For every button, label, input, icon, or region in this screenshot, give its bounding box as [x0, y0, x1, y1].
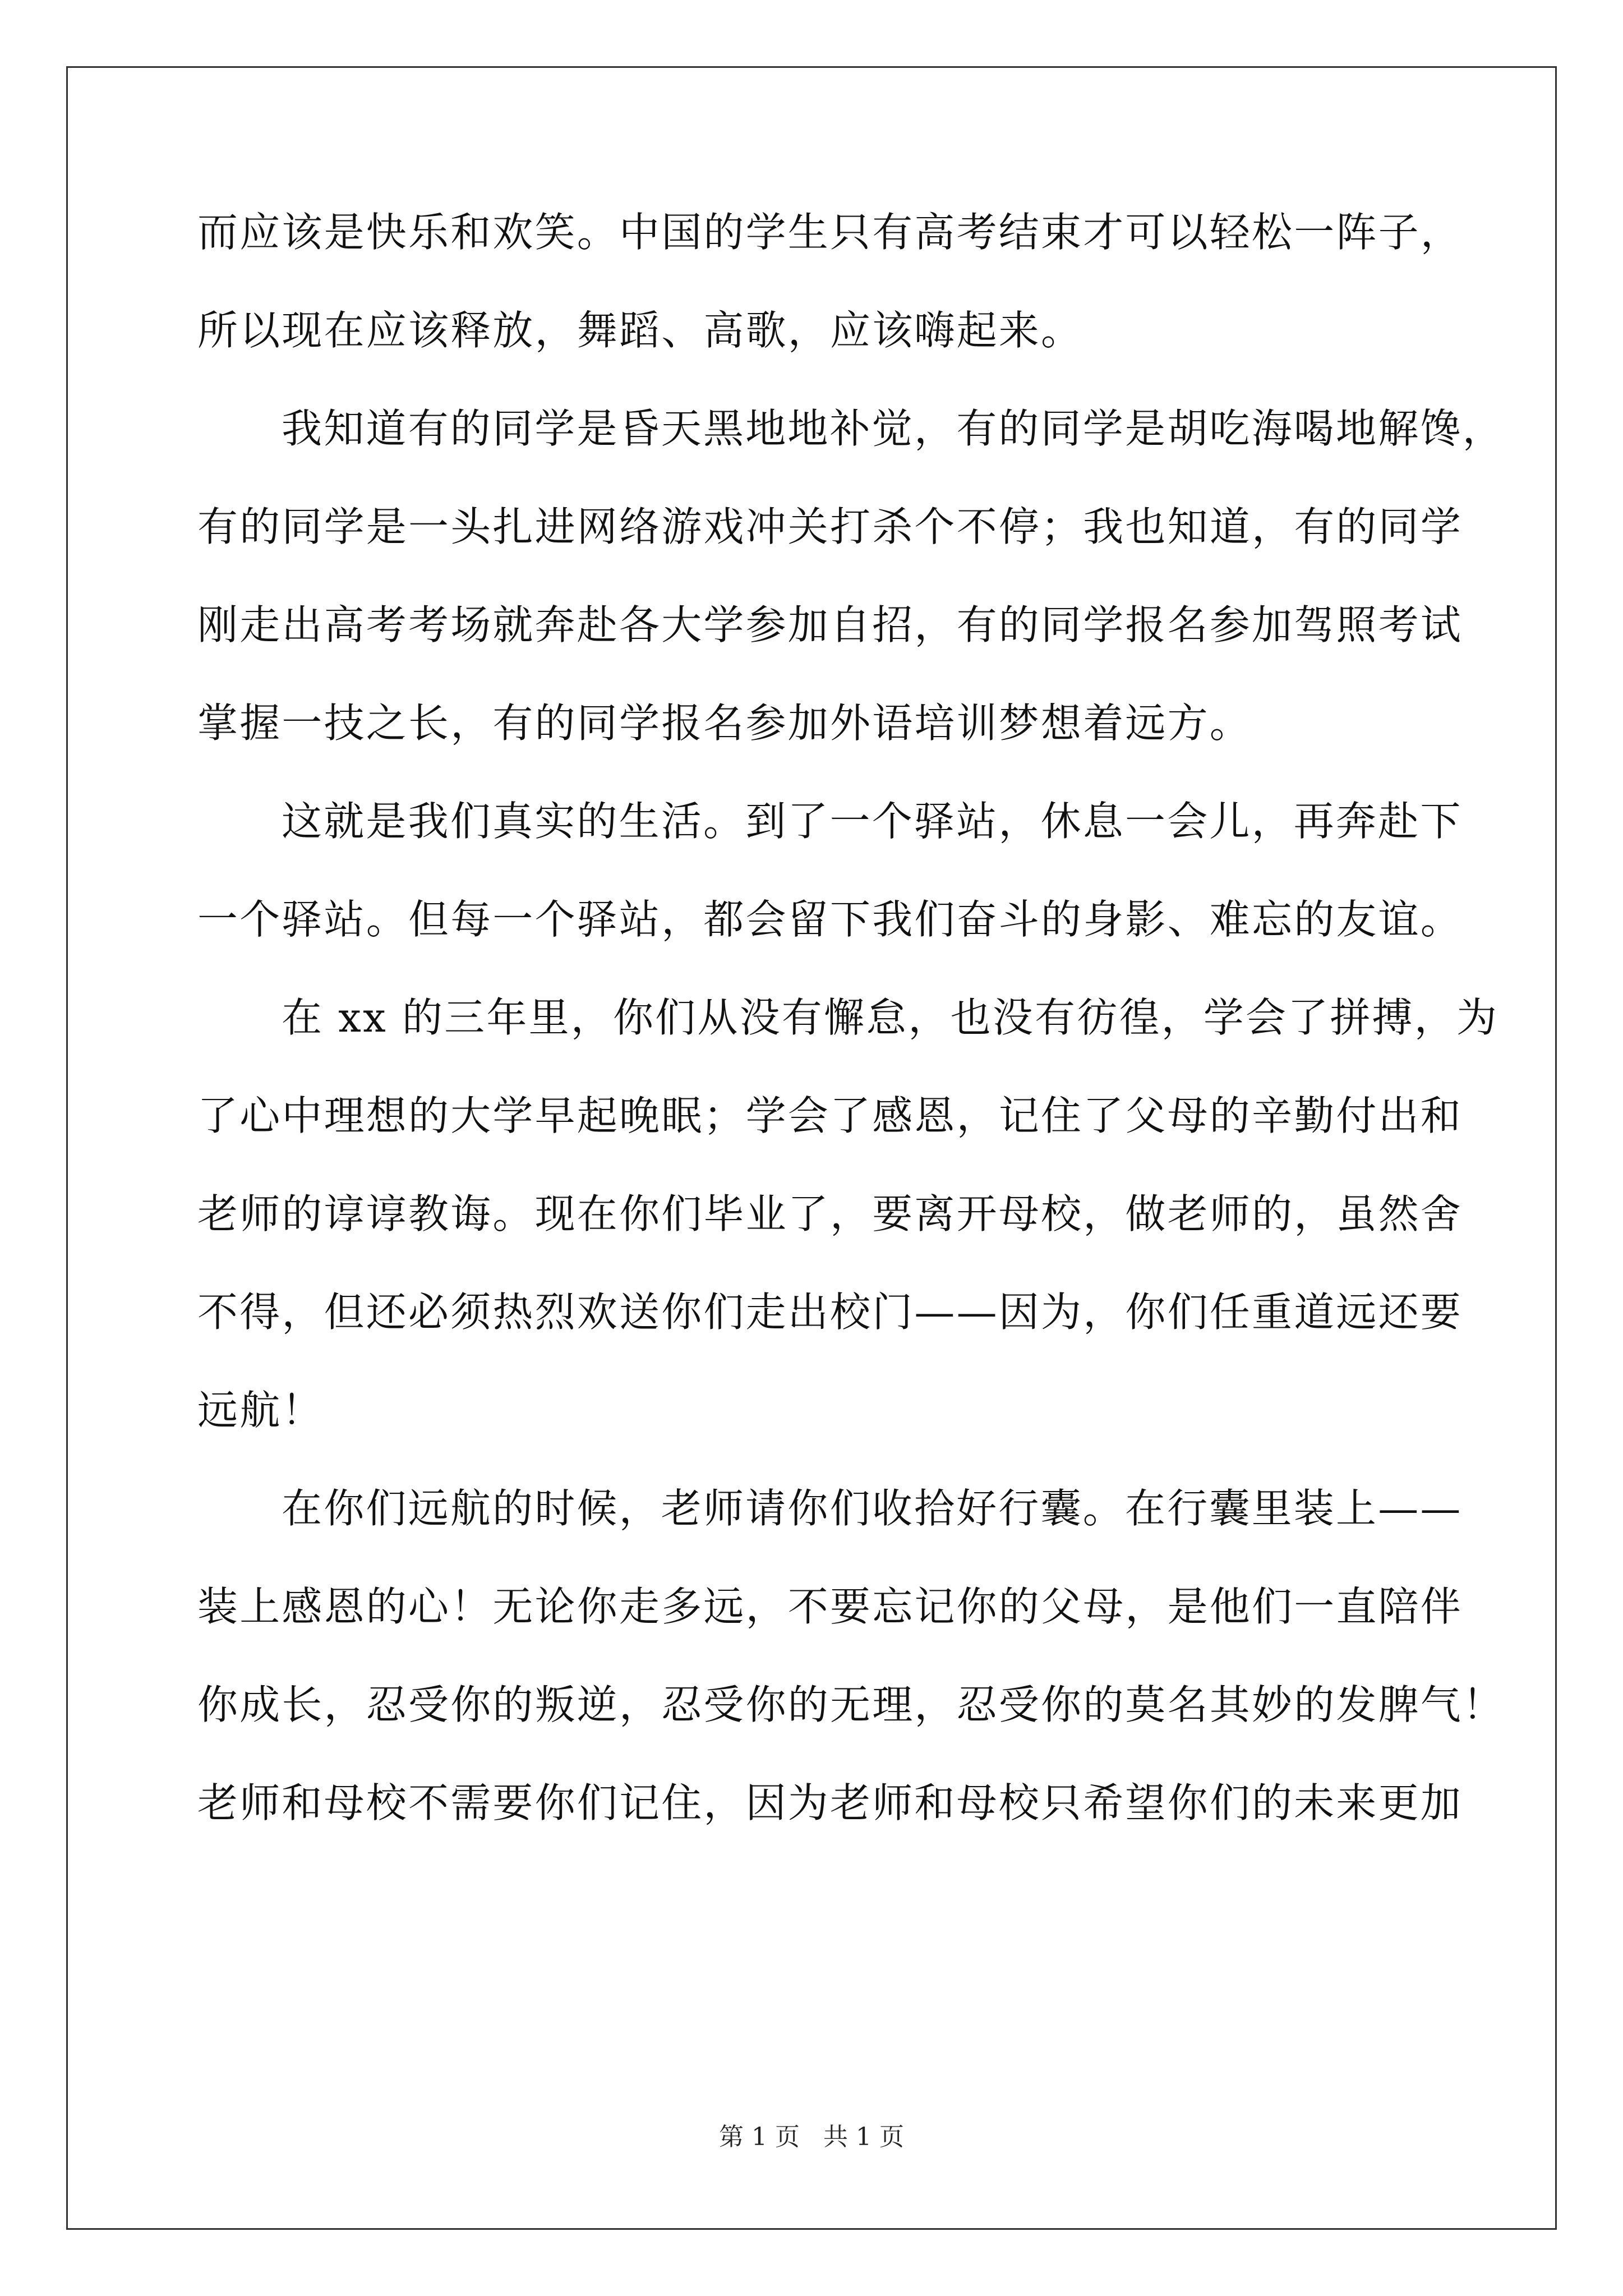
- text-line: 你成长，忍受你的叛逆，忍受你的无理，忍受你的莫名其妙的发脾气！: [197, 1681, 1505, 1728]
- page-footer: 第 1 页 共 1 页: [719, 2123, 904, 2151]
- text-line: 老师和母校不需要你们记住，因为老师和母校只希望你们的未来更加: [197, 1779, 1463, 1826]
- text-line: 我知道有的同学是昏天黑地地补觉，有的同学是胡吃海喝地解馋，: [282, 405, 1505, 452]
- text-line: 装上感恩的心！无论你走多远，不要忘记你的父母，是他们一直陪伴: [197, 1583, 1463, 1630]
- text-line: 有的同学是一头扎进网络游戏冲关打杀个不停；我也知道，有的同学: [197, 503, 1463, 550]
- text-line: 远航！: [197, 1387, 324, 1434]
- text-line: 掌握一技之长，有的同学报名参加外语培训梦想着远方。: [197, 700, 1252, 747]
- text-line: 而应该是快乐和欢笑。中国的学生只有高考结束才可以轻松一阵子，: [197, 209, 1463, 256]
- document-body: [197, 209, 1505, 1881]
- text-line: 所以现在应该释放，舞蹈、高歌，应该嗨起来。: [197, 307, 1083, 354]
- text-line: 在 xx 的三年里，你们从没有懈怠，也没有彷徨，学会了拼搏，为: [282, 994, 1499, 1041]
- text-line: 在你们远航的时候，老师请你们收拾好行囊。在行囊里装上——: [282, 1485, 1463, 1532]
- text-line: 一个驿站。但每一个驿站，都会留下我们奋斗的身影、难忘的友谊。: [197, 896, 1463, 943]
- text-line: 老师的谆谆教诲。现在你们毕业了，要离开母校，做老师的，虽然舍: [197, 1190, 1463, 1237]
- text-line: 不得，但还必须热烈欢送你们走出校门——因为，你们任重道远还要: [197, 1289, 1463, 1336]
- text-line: 了心中理想的大学早起晚眠；学会了感恩，记住了父母的辛勤付出和: [197, 1092, 1463, 1139]
- text-line: 刚走出高考考场就奔赴各大学参加自招，有的同学报名参加驾照考试: [197, 601, 1463, 648]
- text-line: 这就是我们真实的生活。到了一个驿站，休息一会儿，再奔赴下: [282, 798, 1463, 845]
